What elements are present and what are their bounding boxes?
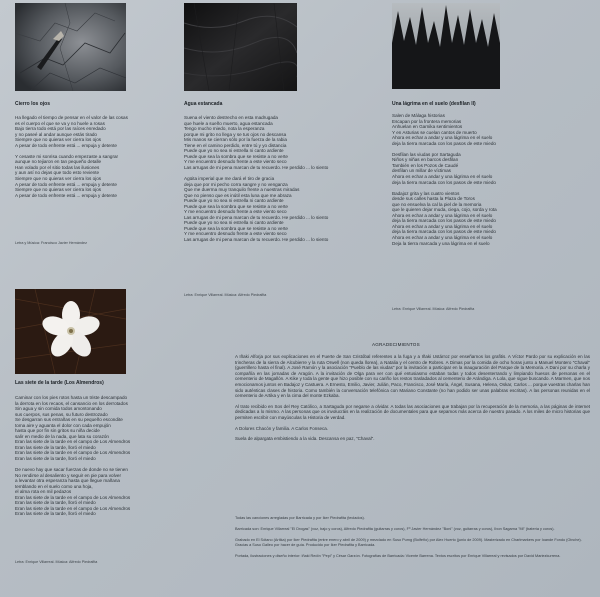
- photo-agua-estancada: [184, 3, 297, 91]
- lyric-line: desfilan un millar de víctimas: [392, 168, 451, 174]
- lyric-line: Eran las siete de la tarde, lloró el miedo: [15, 500, 96, 506]
- album-credit-band-members: Barricada son: Enrique Villarreal "El Drogas" (voz, bajo y coros), Alfredo Piedrafita (guitarras y coros), Fº Javier Hernández "Boni" (voz, guitarras y coros), Ibon Sagarna "Mi" (batería y coros).: [235, 527, 555, 531]
- lyric-line: y no paseé al andar aunque estás tirado: [15, 131, 97, 137]
- song-credit-cierro-los-ojos: Letra y Música: Francisco Javier Hernández: [15, 241, 87, 245]
- cracked-ground-stake-image: [15, 3, 126, 91]
- lyric-line: Badajoz grita y las cuatro vientos: [392, 190, 460, 196]
- lyric-line: No rendirse al desaliento y seguir en pie para volver: [15, 472, 121, 478]
- lyric-line: Eran las siete de la tarde en el campo de Los Almendros: [15, 450, 131, 456]
- lyric-line: Y en Asturias se cuelan cantos de muerto: [392, 129, 477, 135]
- lyric-line: deja la tierra marcada con los pasos de este miedo: [392, 179, 496, 185]
- lyric-line: Niños y niñas en barcos desfilan: [392, 157, 459, 163]
- photo-las-siete-de-la-tarde: [15, 289, 126, 374]
- lyric-line: Y me encuentro desnudo frente a este viento seco: [184, 231, 287, 237]
- lyric-line: y aun así no dejas que todo esto reviente: [15, 170, 100, 176]
- song-title-cierro-los-ojos: Cierro los ojos: [15, 101, 51, 107]
- lyric-line: Suena el viento destrecho en esta madrugada: [184, 115, 278, 120]
- lyric-line: Las arrugas de mi pena marcan de tu recuerdo. He perdido ... lo siento: [184, 214, 329, 220]
- lyric-line: deja que por mi pecho corra sangre y no venganza: [184, 181, 288, 187]
- lyric-line: que le quieren dejar muda, ciega, cojo, sorda y rota: [392, 207, 497, 213]
- lyric-line: sus cuerpos, sus penas, su futuro destrozado: [15, 411, 108, 417]
- lyric-line: Escapan por la frontera memorias: [392, 118, 462, 124]
- lyric-line: Sin agua y sin comida todos amontonando: [15, 406, 102, 412]
- album-credit-recording: Grabado en El Sótano (Artika) por Iker Piedrafita (entre enero y abril de 2009) y mezclado en Suso Pumg (Bolfeño) por Alex Huerto (junio de 2009). Masterizado en Charlmarkers por Ioande Fondo (Oinche). Gracias a Suso Galleo por hacer de guía. Producido por Iker Piedrafita y Barricada.: [235, 538, 582, 547]
- acknowledgements-paragraph: Suela de alpargata embistiendo a la vida. Descansa en paz, "Chaval".: [235, 436, 375, 442]
- lyric-line: Puede que sea la sombra que se resiste a no verte: [184, 203, 288, 209]
- song-credit-una-lagrima: Letra: Enrique Villarreal. Música: Alfredo Piedrafita: [392, 307, 475, 311]
- song-credit-las-siete-de-la-tarde: Letra: Enrique Villarreal. Música: Alfredo Piedrafita: [15, 560, 98, 564]
- lyric-line: Tengo mucho miedo, nota la esperanza: [184, 126, 265, 132]
- acknowledgements-paragraph: A Iñaki Alforja por sus explicaciones en el Fuerte de San Cristóbal referentes a la fuga y a Iñaki Ustárroz por enseñarnos los grafitis. A Víctor Pardo por su explicación en las trincheras de la sierra de Alcubierre y la ruta Orwell (non queda llorea), a Natalia y el centro de Robres. A Dimas por la comida de ocho horas junto a Manuel Montero "Chaval" (guerrillero hasta el final). A José Ramón y la asociación "Pueblo de las viudas" por la invitación a participar en la inauguración del Parque de la Memoria. A Dani por su charla y compañía en las jornadas de Aragón. A la invitación de Olga para ver con qué entusiasmo estaban todas y todos desenterrando y limpiando huesos de personas en el cementerio de Magallón. A Kike y toda la gente que hizo posible con su cariño los restos trasladados al cementerio de Arándiga. A Lola, que sigue buscando. A Marmen, que nos emocionamos juntos en Badajoz y Castuera. A Ernesto, Emilio, Javier, Julián, Paco, Francisco, José María, Ángel, Susana, Helena, Oskar, Carlos ... porque vuestras charlas han sido auténticas clases de historia. Como también la conversación telefónica con Mariano Constante (no han podido ser unas palabras escritas). A las personas reunidas en el cementerio de Artika y en la cima del monte Ezkaba.: [235, 354, 590, 399]
- lyric-line: Han volado por el sitio todas las ilusiones: [15, 164, 100, 170]
- lyric-line: De nuevo hay que sacar fuerzas de donde no se tienen: [15, 467, 128, 473]
- lyric-line: que huele a sueño muerto, agua estancada: [184, 120, 273, 126]
- photo-una-lagrima: [392, 3, 500, 89]
- lyric-line: desde sus calles hasta la Plaza de Toros: [392, 196, 475, 202]
- acknowledgements-title: AGRADECIMIENTOS: [372, 342, 420, 347]
- acknowledgements-paragraph: A Dolores Chacón y familia. A Carlos Fonseca.: [235, 425, 329, 431]
- lyric-line: deja la tierra marcada con los pasos de este miedo: [392, 229, 496, 235]
- song-title-agua-estancada: Agua estancada: [184, 101, 223, 107]
- lyric-line: Agüita imperial que me dará el tiro de gracia: [184, 176, 275, 182]
- lyric-line: Deja la tierra marcada y una lágrima en el suelo: [392, 240, 490, 246]
- spiked-fence-image: [392, 3, 500, 89]
- lyric-line: aunque no tejiaron en tan pequeño detalle: [15, 159, 102, 165]
- lyric-line: Tiene en el camino perdido, entre tú y yo distancia: [184, 142, 287, 148]
- lyric-line: Siempre que no quieras ver cierra los ojos: [15, 176, 102, 182]
- lyric-line: Y me encuentro desnudo frente a este viento seco: [184, 159, 287, 165]
- lyric-line: Puede que yo no sea ni estrella ni canto ardiente: [184, 198, 284, 204]
- lyric-line: Salen de Málaga historias: [392, 113, 445, 118]
- song-credit-agua-estancada: Letra: Enrique Villarreal. Música: Alfredo Piedrafita: [184, 293, 267, 297]
- acknowledgements-paragraph: Al trato recibido en Sos del Rey Católico, a Sartaguda por negarse a olvidar. A todas las asociaciones que trabajan por la recuperación de la memoria, a las páginas de internet dedicadas a lo mismo. A las personas que os involucráis en la realización de documentales para que sepamos más acerca de nuestro pasado. A los miles de micro historias que permiten escribir con mayúsculas la Historia de verdad.: [235, 403, 590, 420]
- lyric-line: Mis manos se cierran sólo por la fuerza de la rabia: [184, 137, 287, 143]
- lyric-line: Ahora es echar a andar y una lágrima en el suelo: [392, 212, 493, 218]
- song-lyrics-cierro-los-ojos: [15, 115, 180, 198]
- photo-cierro-los-ojos: [15, 3, 126, 91]
- acknowledgements-body: [235, 354, 590, 447]
- lyric-line: porque mi grito no llega y se tus ojos no descansa: [184, 131, 287, 137]
- lyric-line: Ahora es echar a andar y una lágrima en el suelo: [392, 235, 493, 241]
- lyric-line: Siempre que no quieras ver cierra los ojos: [15, 137, 102, 143]
- lyric-line: Que no pienso que es inútil esta luna que me abraza: [184, 192, 292, 198]
- lyric-line: También en los Pozos de Caudé: [392, 162, 459, 168]
- lyric-line: Las arrugas de mi pena marcan de tu recuerdo. He perdido ... lo siento: [184, 164, 329, 170]
- lyric-line: Desfilan las viudas por Sartaguda: [392, 151, 461, 157]
- lyric-line: Las arrugas de mi pena marcan de tu recuerdo. He perdido ... lo siento: [184, 237, 329, 243]
- lyric-line: deja la tierra marcada con los pasos de este miedo: [392, 218, 496, 224]
- lyric-line: Ha llegado el tiempo de pensar en el valor de las cosas: [15, 115, 128, 120]
- song-lyrics-las-siete-de-la-tarde: [15, 395, 185, 517]
- lyric-line: Puede que sea la sombra que se resiste a no verte: [184, 153, 288, 159]
- lyric-line: Puede que sea la sombra que se resiste a no verte: [184, 225, 288, 231]
- lyric-line: Ahora es echar a andar y una lágrima en el suelo: [392, 174, 493, 180]
- lyric-line: Y cesaste mi sonrisa cuando empezaste a sangrar: [15, 153, 119, 159]
- stagnant-water-image: [184, 3, 297, 91]
- album-credit-arrangements: Todas las canciones arregladas por Barricada y por Iker Piedrafita (teclados).: [235, 516, 365, 520]
- lyric-line: Anhuelan en Garnika sentimientos: [392, 124, 463, 130]
- lyric-line: Puede que yo no sea ni estrella ni canto ardiente: [184, 148, 284, 154]
- album-credits: [235, 516, 590, 565]
- lyric-line: Y me encuentro desnudo frente a este viento seco: [184, 209, 287, 215]
- lyric-line: A pesar de todo enfrente está ... empuja y detente: [15, 142, 117, 148]
- lyric-line: es el cuerpo el que se va y no huele a rosas: [15, 120, 105, 126]
- lyric-line: Caminar con los pies rotos hasta un triste descampado: [15, 395, 128, 400]
- lyric-line: a levantar otra esperanza hasta que llegue mañana: [15, 478, 120, 484]
- lyric-line: Siempre que no quieras ver cierra los ojos: [15, 187, 102, 193]
- lyric-line: que no ensuelva la cal la piel de la memoria: [392, 201, 482, 207]
- lyric-line: A pesar de todo enfrente está ... empuja y detente: [15, 192, 117, 198]
- lyric-line: el alma rota en mil pedazos: [15, 489, 72, 495]
- lyric-line: Ahora es echar a andar y una lágrima en el suelo: [392, 223, 493, 229]
- lyric-line: A pesar de todo enfrente está ... empuja y detente: [15, 181, 117, 187]
- lyric-line: Eran las siete de la tarde en el campo de Los Almendros: [15, 494, 131, 500]
- almond-flower-image: [15, 289, 126, 374]
- lyric-line: temblando en el suelo como una hoja,: [15, 483, 93, 489]
- lyric-line: toma aire y aguanta el dolor con cada empujón: [15, 422, 111, 428]
- song-title-las-siete-de-la-tarde: Las siete de la tarde (Los Almendros): [15, 380, 104, 386]
- lyric-line: Eran las siete de la tarde en el campo de Los Almendros: [15, 505, 131, 511]
- lyric-line: Bajo tierra todo está por las raíces enredado: [15, 126, 106, 132]
- song-title-una-lagrima: Una lágrima en el suelo (desfilan ll): [392, 101, 476, 107]
- lyric-line: salir en medio de la nada, que lata su corazón: [15, 433, 109, 439]
- song-lyrics-agua-estancada: [184, 115, 384, 243]
- song-lyrics-una-lagrima: [392, 113, 592, 246]
- lyric-line: la derrota en los recaos, el cansancio en los derrotados: [15, 400, 128, 406]
- lyric-line: Ahora es echar a andar y una lágrima en el suelo: [392, 135, 493, 141]
- lyric-line: Eran las siete de la tarde en el campo de Los Almendros: [15, 439, 131, 445]
- lyric-line: deja la tierra marcada con los pasos de este miedo: [392, 140, 496, 146]
- lyric-line: Eran las siete de la tarde, lloró el miedo: [15, 444, 96, 450]
- lyric-line: Eran las siete de la tarde, lloró el miedo: [15, 511, 96, 517]
- lyric-line: hasta que por fin sin gritos su niña decide: [15, 428, 100, 434]
- lyric-line: Puede que yo no sea ni estrella ni canto ardiente: [184, 220, 284, 226]
- lyric-line: Eran las siete de la tarde, lloró el miedo: [15, 456, 96, 462]
- album-credit-artwork: Portada, ilustraciones y diseño interior: Iñaki Redín "Pepi" y César Garzón. Fotografías de Barricada: Vicente Barrena. Textos escritos por Enrique Villarreal y revisados por David Mariezkurrena.: [235, 554, 561, 558]
- lyric-line: Se desgarran sus entrañas en su pequeño escondite: [15, 417, 123, 423]
- lyric-line: Que me duerma muy tranquilo frente a nuestras miradas: [184, 187, 300, 193]
